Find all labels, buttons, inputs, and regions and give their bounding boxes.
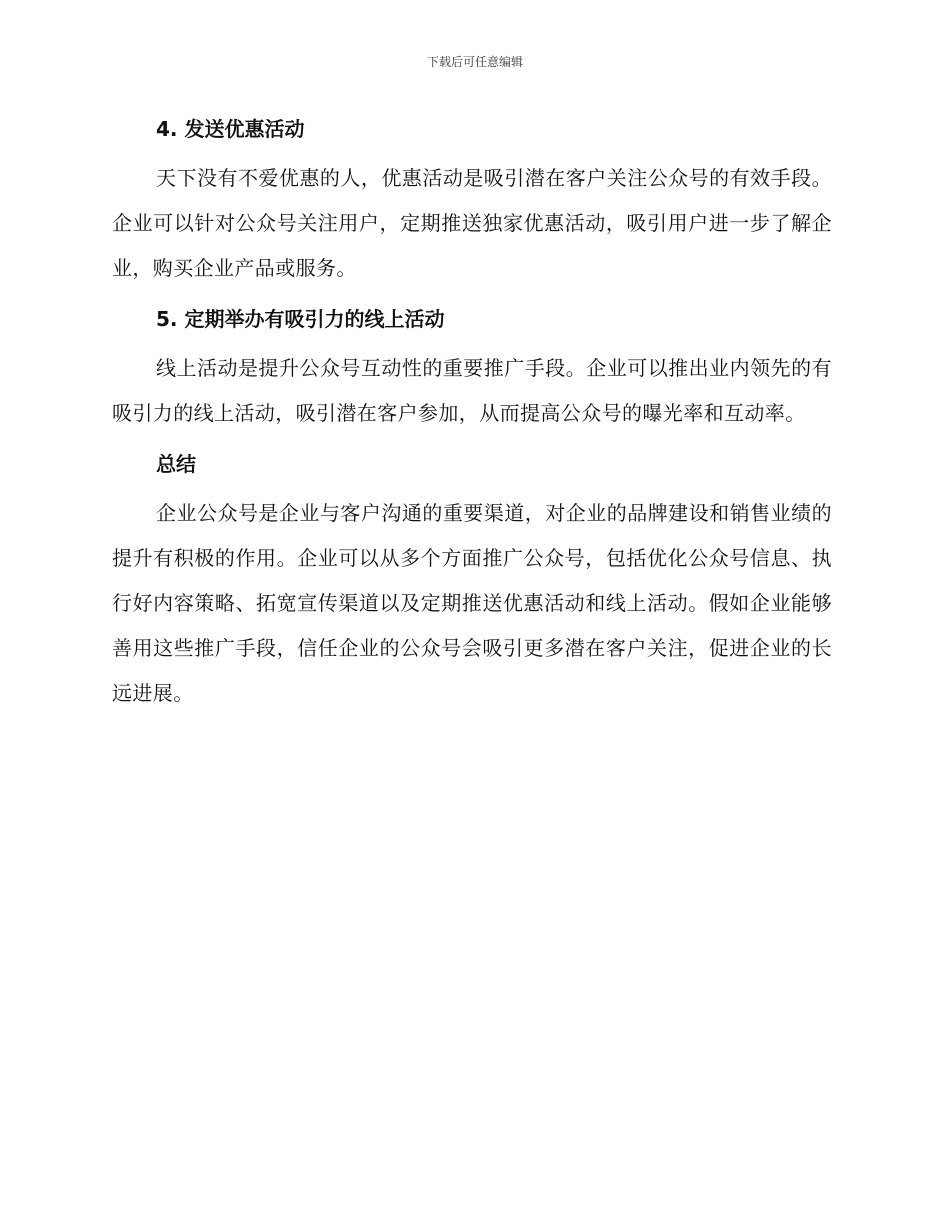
section-heading-promotions: 4. 发送优惠活动 bbox=[156, 117, 305, 141]
section-heading-summary: 总结 bbox=[156, 452, 196, 476]
document-body bbox=[112, 110, 832, 716]
paragraph-online-events: 线上活动是提升公众号互动性的重要推广手段。企业可以推出业内领先的有吸引力的线上活动，吸引潜在客户参加，从而提高公众号的曝光率和互动率。 bbox=[112, 356, 832, 425]
running-header: 下载后可任意编辑 bbox=[426, 55, 523, 69]
paragraph-summary: 企业公众号是企业与客户沟通的重要渠道，对企业的品牌建设和销售业绩的提升有积极的作用。企业可以从多个方面推广公众号，包括优化公众号信息、执行好内容策略、拓宽宣传渠道以及定期推送优惠活动和线上活动。假如企业能够善用这些推广手段，信任企业的公众号会吸引更多潜在客户关注，促进企业的长远进展。 bbox=[112, 501, 832, 705]
paragraph-promotions: 天下没有不爱优惠的人，优惠活动是吸引潜在客户关注公众号的有效手段。企业可以针对公众号关注用户，定期推送独家优惠活动，吸引用户进一步了解企业，购买企业产品或服务。 bbox=[112, 166, 832, 280]
section-heading-online-events: 5. 定期举办有吸引力的线上活动 bbox=[156, 307, 445, 331]
